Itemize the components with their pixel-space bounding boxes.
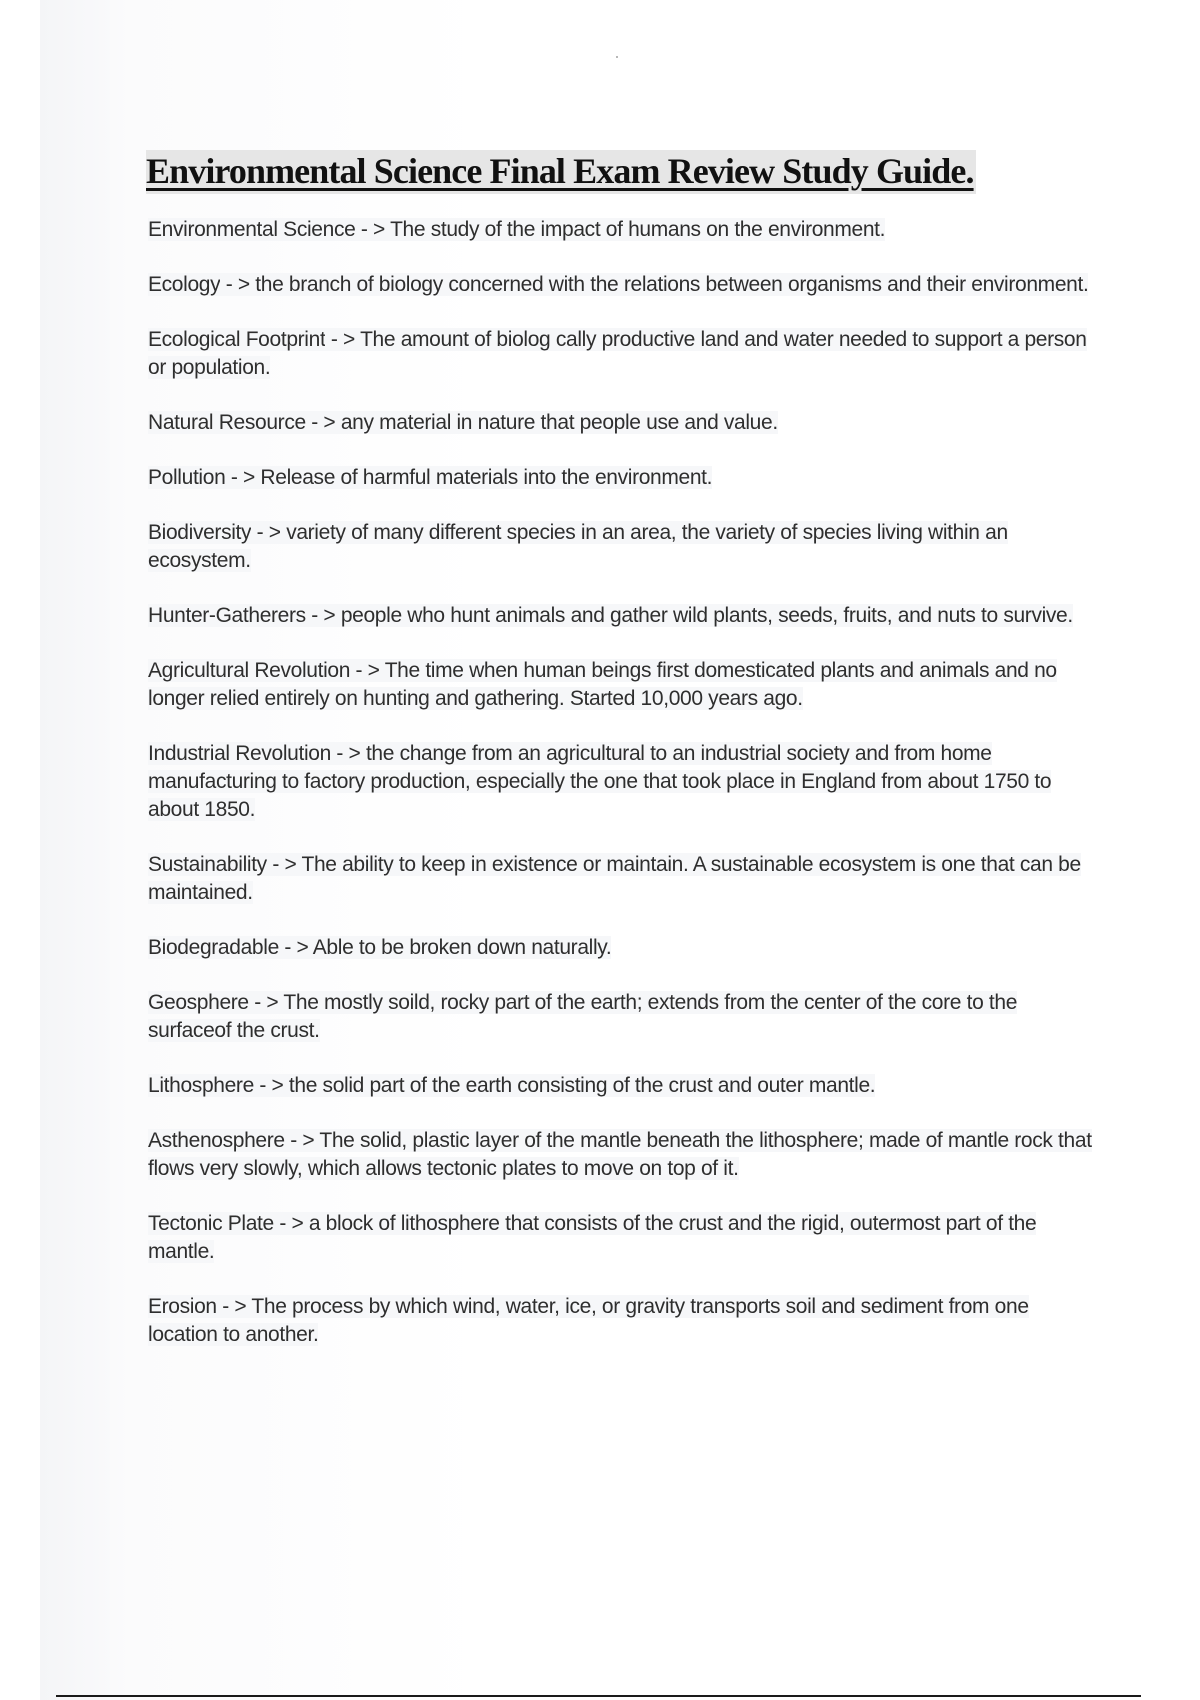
definition: variety of many different species in an area, the variety of species living within an ecosystem. bbox=[148, 521, 1008, 572]
term: Sustainability bbox=[148, 853, 267, 876]
definition-entry bbox=[148, 1127, 1098, 1183]
definition-list bbox=[148, 216, 1098, 1349]
definition-entry bbox=[148, 1293, 1098, 1349]
definition-entry bbox=[148, 1210, 1098, 1266]
arrow-separator: - > bbox=[305, 604, 341, 627]
definition-entry bbox=[148, 602, 1098, 630]
definition: The study of the impact of humans on the environment. bbox=[390, 218, 886, 241]
arrow-separator: - > bbox=[225, 466, 261, 489]
arrow-separator: - > bbox=[216, 1295, 252, 1318]
definition: the change from an agricultural to an industrial society and from home manufacturing to factory production, especially the one that took place in England from about 1750 to about 1850. bbox=[148, 742, 1052, 821]
term: Pollution bbox=[148, 466, 226, 489]
definition-entry bbox=[148, 326, 1098, 382]
arrow-separator: - > bbox=[273, 1212, 309, 1235]
definition-entry bbox=[148, 934, 1098, 962]
arrow-separator: - > bbox=[284, 1129, 320, 1152]
definition-entry bbox=[148, 216, 1098, 244]
definition: Release of harmful materials into the environment. bbox=[260, 466, 713, 489]
definition-entry bbox=[148, 740, 1098, 824]
arrow-separator: - > bbox=[350, 659, 385, 682]
arrow-separator: - > bbox=[266, 853, 302, 876]
term: Agricultural Revolution bbox=[148, 659, 351, 682]
definition-entry bbox=[148, 1072, 1098, 1100]
definition: The mostly soild, rocky part of the earth; extends from the center of the core to the surfaceof the crust. bbox=[148, 991, 1018, 1042]
arrow-separator: - > bbox=[355, 218, 391, 241]
definition: The time when human beings first domesticated plants and animals and no longer relied entirely on hunting and gathering. Started 10,000 years ago. bbox=[148, 659, 1057, 710]
term: Environmental Science bbox=[148, 218, 356, 241]
arrow-separator: - > bbox=[220, 273, 256, 296]
arrow-separator: - > bbox=[325, 328, 361, 351]
term: Asthenosphere bbox=[148, 1129, 285, 1152]
definition: people who hunt animals and gather wild plants, seeds, fruits, and nuts to survive. bbox=[340, 604, 1073, 627]
definition: a block of lithosphere that consists of the crust and the rigid, outermost part of the mantle. bbox=[148, 1212, 1037, 1263]
arrow-separator: - > bbox=[330, 742, 366, 765]
scan-speck bbox=[616, 56, 618, 58]
definition: The ability to keep in existence or maintain. A sustainable ecosystem is one that can be maintained. bbox=[148, 853, 1081, 904]
definition: The amount of biolog cally productive land and water needed to support a person or population. bbox=[148, 328, 1087, 379]
term: Natural Resource bbox=[148, 411, 306, 434]
definition-entry bbox=[148, 851, 1098, 907]
term: Lithosphere bbox=[148, 1074, 254, 1097]
definition-entry bbox=[148, 464, 1098, 492]
term: Tectonic Plate bbox=[148, 1212, 274, 1235]
term: Biodiversity bbox=[148, 521, 252, 544]
arrow-separator: - > bbox=[248, 991, 284, 1014]
study-guide-page bbox=[148, 150, 1098, 1376]
definition-entry bbox=[148, 657, 1098, 713]
definition: The process by which wind, water, ice, or gravity transports soil and sediment from one location to another. bbox=[148, 1295, 1029, 1346]
term: Biodegradable bbox=[148, 936, 279, 959]
arrow-separator: - > bbox=[253, 1074, 289, 1097]
definition-entry bbox=[148, 271, 1098, 299]
definition: The solid, plastic layer of the mantle beneath the lithosphere; made of mantle rock that flows very slowly, which allows tectonic plates to move on top of it. bbox=[148, 1129, 1092, 1180]
definition: any material in nature that people use and value. bbox=[340, 411, 778, 434]
term: Geosphere bbox=[148, 991, 249, 1014]
definition-entry bbox=[148, 409, 1098, 437]
term: Hunter-Gatherers bbox=[148, 604, 306, 627]
arrow-separator: - > bbox=[305, 411, 341, 434]
definition: the solid part of the earth consisting of the crust and outer mantle. bbox=[288, 1074, 876, 1097]
arrow-separator: - > bbox=[251, 521, 287, 544]
term: Erosion bbox=[148, 1295, 217, 1318]
definition-entry bbox=[148, 989, 1098, 1045]
definition: the branch of biology concerned with the relations between organisms and their environment. bbox=[255, 273, 1089, 296]
arrow-separator: - > bbox=[278, 936, 313, 959]
bottom-rule bbox=[56, 1695, 1141, 1697]
definition-entry bbox=[148, 519, 1098, 575]
definition: Able to be broken down naturally. bbox=[312, 936, 612, 959]
term: Ecological Footprint bbox=[148, 328, 326, 351]
term: Industrial Revolution bbox=[148, 742, 331, 765]
term: Ecology bbox=[148, 273, 221, 296]
document-title: Environmental Science Final Exam Review Study Guide. bbox=[146, 150, 976, 194]
